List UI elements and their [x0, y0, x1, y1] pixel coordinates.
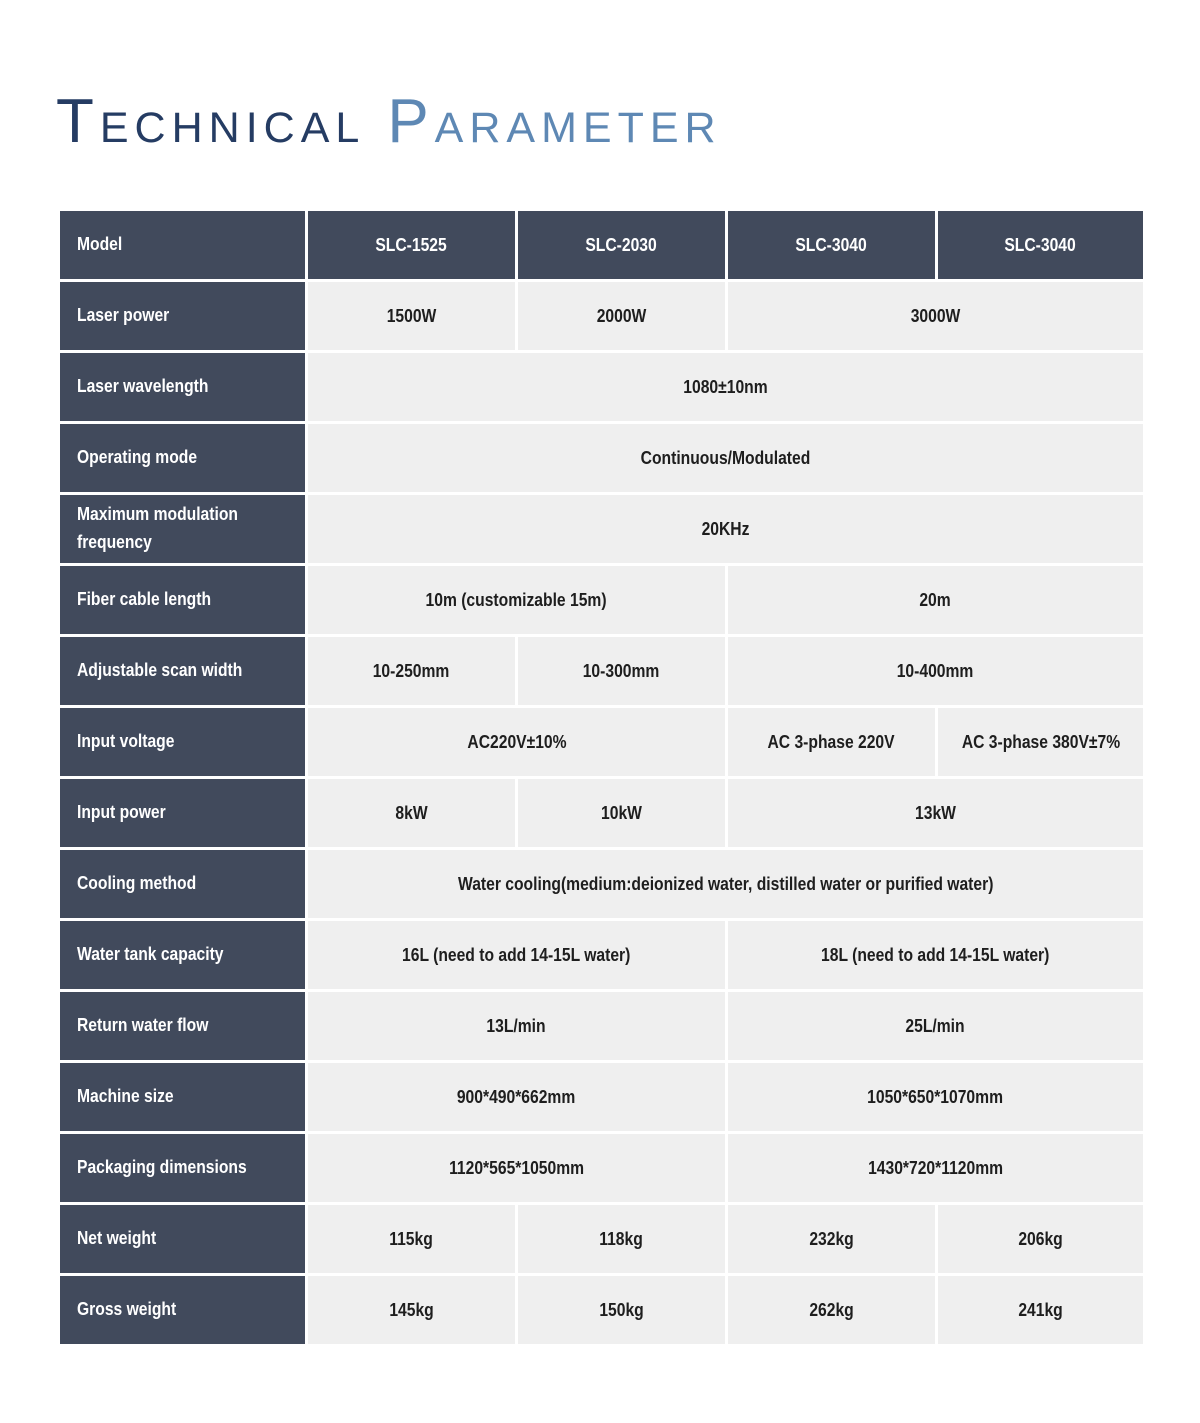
spec-label-cell: Laser wavelength: [59, 352, 307, 423]
spec-value-cell: 16L (need to add 14-15L water): [307, 920, 727, 991]
spec-value-cell: 13L/min: [307, 991, 727, 1062]
spec-label-cell: Input voltage: [59, 707, 307, 778]
spec-value-cell: 118kg: [517, 1204, 727, 1275]
spec-value-cell: 25L/min: [727, 991, 1145, 1062]
spec-value-cell: 20m: [727, 565, 1145, 636]
spec-value-cell: 3000W: [727, 281, 1145, 352]
spec-row-water-tank-capacity: [59, 920, 1145, 991]
spec-row-net-weight: [59, 1204, 1145, 1275]
model-value-cell: SLC-3040: [727, 210, 937, 281]
spec-value-cell: 1430*720*1120mm: [727, 1133, 1145, 1204]
header-row: [59, 210, 1145, 281]
spec-value-cell: 206kg: [937, 1204, 1145, 1275]
spec-value-cell: 10-250mm: [307, 636, 517, 707]
spec-value-cell: 241kg: [937, 1275, 1145, 1346]
spec-value-cell: 150kg: [517, 1275, 727, 1346]
spec-value-cell: AC 3-phase 220V: [727, 707, 937, 778]
spec-label-cell: Cooling method: [59, 849, 307, 920]
spec-row-machine-size: [59, 1062, 1145, 1133]
spec-label-cell: Machine size: [59, 1062, 307, 1133]
spec-row-cooling-method: [59, 849, 1145, 920]
spec-value-cell: 145kg: [307, 1275, 517, 1346]
spec-value-cell: 10kW: [517, 778, 727, 849]
spec-row-fiber-cable-length: [59, 565, 1145, 636]
spec-value-cell: 8kW: [307, 778, 517, 849]
spec-row-adjustable-scan-width: [59, 636, 1145, 707]
model-value-cell: SLC-1525: [307, 210, 517, 281]
spec-value-cell: 262kg: [727, 1275, 937, 1346]
spec-value-cell: 900*490*662mm: [307, 1062, 727, 1133]
spec-row-max-modulation-frequency: [59, 494, 1145, 565]
spec-value-cell: Continuous/Modulated: [307, 423, 1145, 494]
spec-label-cell: Maximum modulation frequency: [59, 494, 307, 565]
spec-value-cell: 115kg: [307, 1204, 517, 1275]
spec-row-input-power: [59, 778, 1145, 849]
spec-row-input-voltage: [59, 707, 1145, 778]
spec-label-cell: Net weight: [59, 1204, 307, 1275]
spec-row-gross-weight: [59, 1275, 1145, 1346]
spec-label-cell: Water tank capacity: [59, 920, 307, 991]
spec-value-cell: 232kg: [727, 1204, 937, 1275]
spec-value-cell: 1050*650*1070mm: [727, 1062, 1145, 1133]
spec-row-operating-mode: [59, 423, 1145, 494]
spec-value-cell: 2000W: [517, 281, 727, 352]
spec-value-cell: 1080±10nm: [307, 352, 1145, 423]
spec-value-cell: AC 3-phase 380V±7%: [937, 707, 1145, 778]
spec-row-laser-wavelength: [59, 352, 1145, 423]
spec-value-cell: 18L (need to add 14-15L water): [727, 920, 1145, 991]
spec-value-cell: AC220V±10%: [307, 707, 727, 778]
spec-label-cell: Laser power: [59, 281, 307, 352]
spec-value-cell: 10m (customizable 15m): [307, 565, 727, 636]
spec-label-cell: Input power: [59, 778, 307, 849]
spec-value-cell: 20KHz: [307, 494, 1145, 565]
spec-value-cell: Water cooling(medium:deionized water, distilled water or purified water): [307, 849, 1145, 920]
spec-label-cell: Return water flow: [59, 991, 307, 1062]
spec-value-cell: 10-400mm: [727, 636, 1145, 707]
spec-value-cell: 13kW: [727, 778, 1145, 849]
spec-label-cell: Adjustable scan width: [59, 636, 307, 707]
model-value-cell: SLC-3040: [937, 210, 1145, 281]
spec-row-laser-power: [59, 281, 1145, 352]
spec-label-cell: Operating mode: [59, 423, 307, 494]
spec-value-cell: 10-300mm: [517, 636, 727, 707]
spec-row-packaging-dimensions: [59, 1133, 1145, 1204]
title-part-technical: Technical: [56, 87, 366, 156]
spec-value-cell: 1500W: [307, 281, 517, 352]
model-label-cell: Model: [59, 210, 307, 281]
title-part-parameter: Parameter: [387, 87, 722, 156]
spec-value-cell: 1120*565*1050mm: [307, 1133, 727, 1204]
spec-table: [57, 208, 1146, 1347]
model-value-cell: SLC-2030: [517, 210, 727, 281]
spec-label-cell: Fiber cable length: [59, 565, 307, 636]
spec-label-cell: Gross weight: [59, 1275, 307, 1346]
spec-row-return-water-flow: [59, 991, 1145, 1062]
page-title: [56, 88, 722, 156]
spec-label-cell: Packaging dimensions: [59, 1133, 307, 1204]
